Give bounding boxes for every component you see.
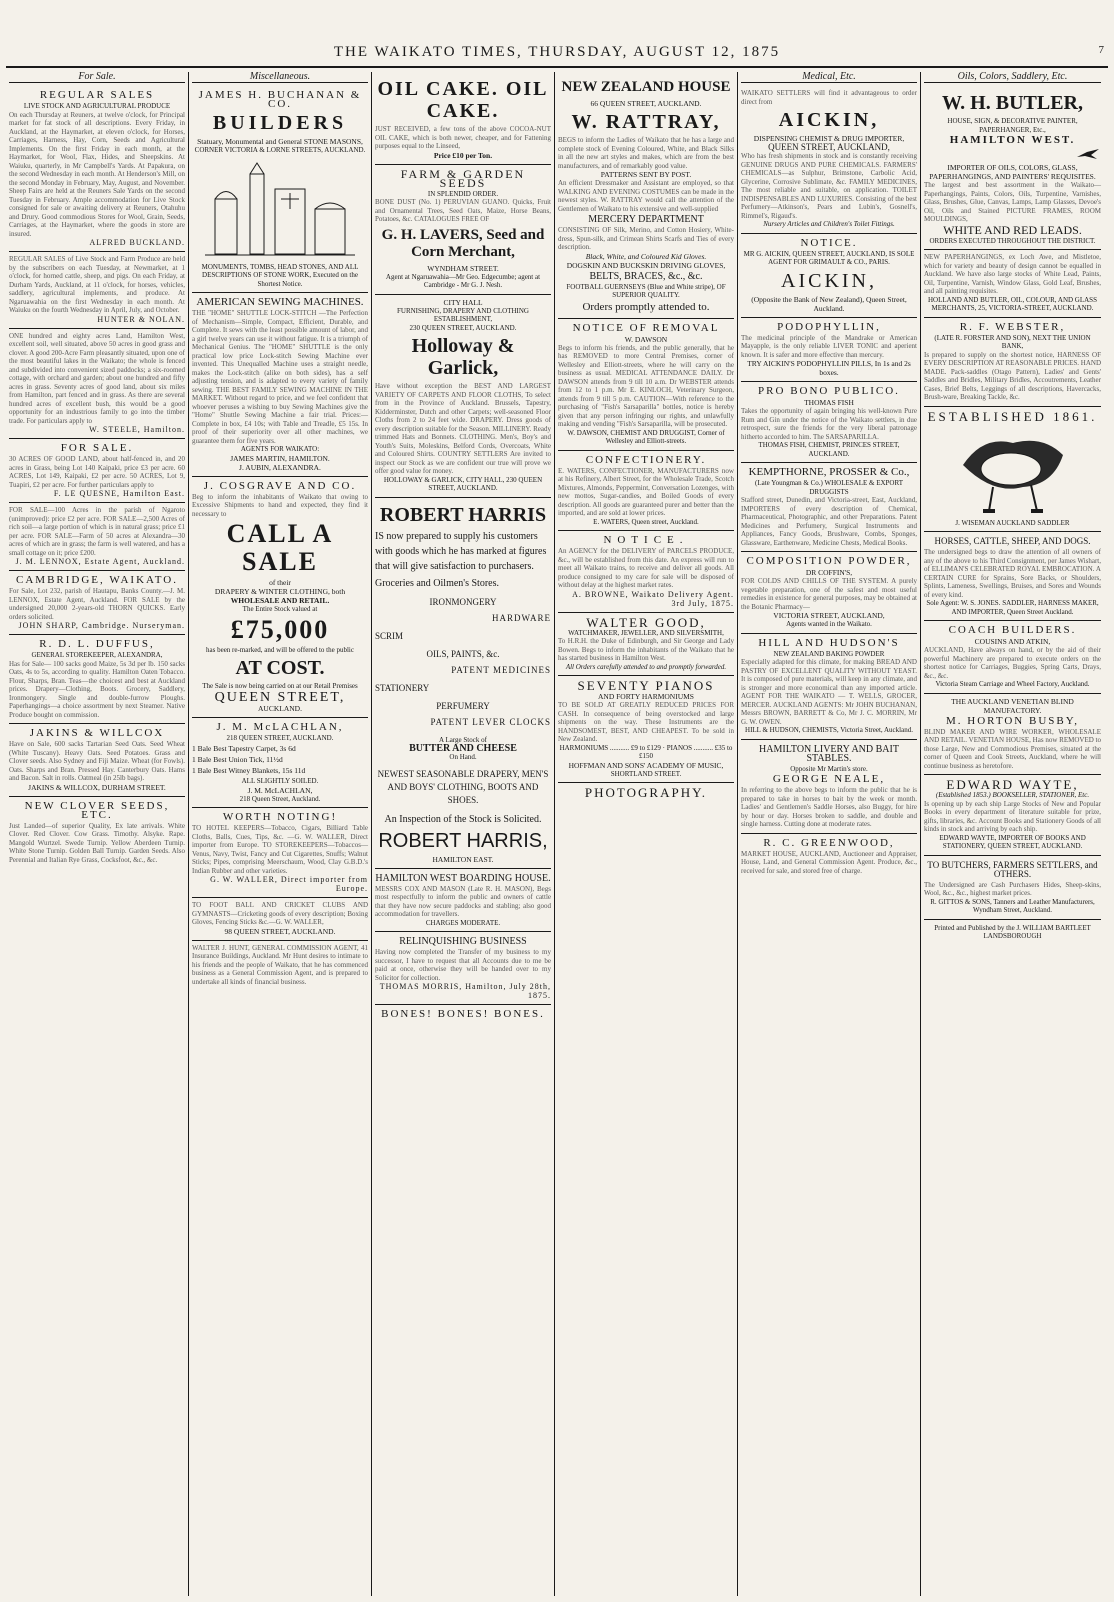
ad-body: BONE DUST (No. 1) PERUVIAN GUANO. Quicks, Fruit and Ornamental Trees, Seed Oats, Maize, Horse Beans, Potatoes, &c. CATALOGUES FREE OF	[375, 198, 551, 223]
ad-lavers-seeds	[375, 165, 551, 295]
ad-title: R. D. L. DUFFUS,	[39, 638, 155, 650]
column-three	[372, 72, 555, 1596]
ad-body: Is prepared to supply on the shortest notice, HARNESS OF EVERY DESCRIPTION AT REASONABLE PRICES. HAND MADE. Pack-saddles (Otago Pattern), Ladies' and Gents' Saddles and Bridles, Military Bridles, Accoutrements, Leather Cases, Brief Belts, Leggings of all descriptions, Havercacks, Brush-ware, Breaking Tackle, &c.	[924, 350, 1101, 401]
ad-confectionery	[558, 451, 734, 532]
ad-address: CORNER VICTORIA & LORNE STREETS, AUCKLAND.	[194, 146, 366, 154]
ad-valued: The Entire Stock valued at	[242, 605, 318, 613]
bird-ornament-icon	[924, 147, 1101, 163]
ad-worth-noting	[192, 808, 368, 898]
ad-place: HAMILTON WEST.	[949, 134, 1076, 146]
ad-title: BONES! BONES! BONES.	[381, 1008, 545, 1020]
ad-jakins-willcox	[9, 724, 185, 797]
ad-big-heading: W. RATTRAY,	[571, 111, 721, 133]
ad-leads: WHITE AND RED LEADS.	[943, 222, 1082, 237]
ad-title: ESTABLISHED 1861.	[927, 408, 1098, 424]
ad-signature: THOMAS MORRIS, Hamilton, July 28th, 1875.	[379, 982, 551, 1000]
ad-title: HORSES, CATTLE, SHEEP, AND DOGS.	[934, 536, 1091, 546]
ad-signature-address: 218 Queen Street, Auckland.	[239, 794, 321, 803]
masthead-title: THE WAIKATO TIMES, THURSDAY, AUGUST 12, 1875	[333, 44, 781, 60]
ad-address: 98 QUEEN STREET, AUCKLAND.	[224, 926, 336, 936]
ad-seventy-pianos	[558, 676, 734, 783]
ad-cambridge	[9, 571, 185, 635]
column-header: Miscellaneous.	[192, 72, 368, 83]
ad-signature: W. DAWSON, CHEMIST AND DRUGGIST, Corner of Wellesley and Elliott-streets.	[567, 428, 725, 445]
ad-city: AUCKLAND.	[258, 703, 302, 713]
ad-stock: A Large Stock of	[439, 735, 487, 744]
ad-body: JUST RECEIVED, a few tons of the above COCOA-NUT OIL CAKE, which is both newer, cheaper, and for Fattening purposes equal to the Linseed,	[375, 125, 551, 150]
ad-title: R. F. WEBSTER,	[959, 320, 1066, 333]
ad-drapery: DRAPERY & WINTER CLOTHING, both	[214, 587, 346, 596]
ad-body: To H.R.H. the Duke of Edinburgh, and Sir George and Lady Bowen. Begs to inform the inhabitants of the Waikato that he has started business in Hamilton West.	[558, 637, 734, 662]
ad-walter-good	[558, 613, 734, 677]
ad-dawson-removal	[558, 319, 734, 451]
ad-list-item: OILS, PAINTS, &c.	[426, 648, 500, 659]
ad-belts: BELTS, BRACES, &c., &c.	[589, 270, 703, 282]
ad-street: QUEEN STREET,	[214, 689, 346, 705]
ad-signature: THOMAS FISH, CHEMIST, PRINCES STREET, AUCKLAND.	[758, 441, 900, 458]
ad-list-item: IRONMONGERY	[429, 596, 497, 607]
ad-aickin-chemist	[741, 86, 917, 234]
ad-webster-harness	[924, 318, 1101, 407]
monuments-illustration-icon	[205, 159, 355, 259]
ad-title: NEW CLOVER SEEDS, ETC.	[24, 799, 170, 821]
ad-butler-painter	[924, 86, 1101, 250]
ad-steele-land	[9, 329, 185, 440]
ad-title: KEMPTHORNE, PROSSER & Co.,	[748, 466, 910, 478]
ad-street: SHORTLAND STREET.	[610, 769, 682, 778]
ad-duffus	[9, 635, 185, 724]
ad-signature: W. STEELE, Hamilton.	[89, 425, 185, 434]
ad-cosgrave	[192, 477, 368, 718]
ad-agent-1: JAMES MARTIN, HAMILTON.	[230, 453, 330, 463]
ad-body: Having now completed the Transfer of my business to my successor, I have to request that all Accounts due to me be paid at once, otherwise they will be handed over to my Solicitor for collection.	[375, 948, 551, 982]
ad-title: NOTICE OF REMOVAL	[572, 321, 720, 334]
printer-imprint: Printed and Published by the J. WILLIAM BARTLEET LANDSBOROUGH	[934, 923, 1091, 940]
ad-new-zealand-house	[558, 72, 734, 319]
ad-body: 30 ACRES OF GOOD LAND, about half-fenced in, and 20 acres in Grass, being Lot 140 Kaipaki, price £3 per acre. 60 ACRES, Lot 149, Kaipaki, £2 per acre. 50 ACRES, Lot 9, Tuapiri, £2 per acre. For further particulars apply to	[9, 455, 185, 489]
ad-orders: ORDERS EXECUTED THROUGHOUT THE DISTRICT.	[929, 236, 1096, 245]
ad-body: Is opening up by each ship Large Stocks of New and Popular Books in every department of literature suitable for prize, gifts, libraries, &c. Account Books and Stationery Goods of all kinds in stock and arriving by each ship.	[924, 799, 1101, 833]
ad-body: On each Thursday at Reuners, at twelve o'clock, for Principal market for fat stock of all descriptions. Every Friday, in Auckland, at the Haymarket, at eleven o'clock, for Horses, Carriages, Harness, Hay, Corn, Seeds and Agricultural Implements. On the first Friday in each month, at the Haymarket, for Wool, Flax, Hides, and Sheepskins. At Waiuku, quarterly, in Mr Campbell's Yards. At Papakura, on the second Wednesday in each month. At Henderson's Mill, on the second Monday in February, May, August, and November. Sheep Fairs are held at the Reuners Sale Yards on the second Tuesday in February. Ample accommodation for Live Stock consigned for sale or awaiting delivery at Reuners, Otahuhu and Drury. Good commodious Stores for Wool, Grain, Seeds, Carriages, at the Haymarket, where the goods in store are insured.	[9, 110, 185, 238]
ad-big-heading: AICKIN,	[778, 109, 880, 131]
column-for-sale	[6, 72, 189, 1596]
ad-body-2: An efficient Dressmaker and Assistant are employed, so that WALKING AND EVENING COSTUMES can be made in the newest styles. W. RATTRAY would call the attention of the Gentlemen of Waikato to his extensive and well-supplied	[558, 179, 734, 213]
column-medical	[738, 72, 921, 1596]
ad-subtitle: HOUSE, SIGN, & DECORATIVE PAINTER, PAPERHANGER, Etc.,	[947, 117, 1078, 134]
ad-body: The Undersigned are Cash Purchasers Hides, Sheep-skins, Wool, &c., &c., highest market prices.	[924, 880, 1101, 897]
ad-saddle-text: J. WISEMAN AUCKLAND SADDLER	[955, 518, 1070, 527]
ad-head: CITY HALL	[443, 297, 483, 307]
ad-at-cost: AT COST.	[235, 657, 325, 679]
ad-kempthorne	[741, 463, 917, 552]
ad-hill-hudson	[741, 634, 917, 740]
ad-subtitle: LIVE STOCK AND AGRICULTURAL PRODUCE	[23, 102, 171, 110]
ad-boarding-house	[375, 869, 551, 933]
ad-holland-butler	[924, 250, 1101, 318]
ad-address: 230 QUEEN STREET, AUCKLAND.	[409, 323, 517, 332]
ad-wholesale: WHOLESALE AND RETAIL.	[230, 596, 330, 605]
ad-body: IS now prepared to supply his customers with goods which he has marked at figures that will give satisfaction to purchasers.	[375, 530, 547, 572]
ad-livery-stables	[741, 740, 917, 834]
ad-list-item: PATENT LEVER CLOCKS	[430, 716, 551, 727]
ad-big-heading: ROBERT HARRIS	[379, 503, 547, 526]
ad-football: FOOTBALL GUERNSEYS (Blue and White stripe), OF SUPERIOR QUALITY.	[566, 282, 726, 299]
ad-body: Begs to inform his friends, and the public generally, that he has REMOVED to more Central Premises, corner of Wellesley and Elliott-streets, where he will carry on the business as usual. MEDICAL ATTENDANCE DAILY. Dr DAWSON attends from 9 till 10 a.m. Dr WEBSTER attends from 12 to 1 p.m. Mr E. KINLOCH, Veterinary Surgeon, attends from 9 till 5 p.m. CAUTION—With reference to the purchasing of "Fish's Sarsaparilla" bottles, notice is hereby given that any person infringing our rights, and unlawfully making and vending "Fish's Sarsaparilla, will be prosecuted.	[558, 343, 734, 428]
ad-coach-builders	[924, 621, 1101, 694]
ad-big-heading: W. H. BUTLER,	[942, 92, 1083, 114]
ad-regular-sales	[9, 86, 185, 252]
ad-greenwood	[741, 834, 917, 880]
ad-edward-wayte	[924, 775, 1101, 856]
ad-list-item: SCRIM	[375, 630, 404, 641]
ad-aickin-notice	[741, 234, 917, 318]
ad-call-a-sale: CALL A SALE	[226, 519, 334, 576]
ad-signature: G. W. WALLER, Direct importer from Europe.	[210, 875, 368, 893]
ad-signature: J. M. McLACHLAN,	[247, 785, 313, 795]
ad-subtitle: DR COFFIN'S,	[805, 568, 853, 577]
ad-body-3: CONSISTING OF Silk, Merino, and Cotton Hosiery, White-dress, Spun-silk, and Crimean Shirts Scarfs and Ties of every description.	[558, 226, 734, 251]
column-four	[555, 72, 738, 1596]
ad-title: HILL AND HUDSON'S	[758, 636, 900, 649]
ad-bones	[375, 1005, 551, 1025]
ad-body: BEGS to inform the Ladies of Waikato that he has a large and complete stock of Evening Coloured, White, and Black Silks in all the new art styles and makes, which are from the best manufacturers, and of remarkably good value.	[558, 136, 734, 170]
ad-body: Have without exception the BEST AND LARGEST VARIETY OF CARPETS AND FLOOR CLOTHS, To select from in the Province of Auckland. Brussels, Tapestry, Kidderminster, Dutch and other Carpets; well-seasoned Floor Cloths from 2 to 24 feet wide. DRAPERY. Dress goods of every description suitable for the Season. MILLINERY. Ready trimmed Hats and Bonnets. CLOTHING. Men's, Boy's and Youth's Suits, Moleskins, Belford Cords, Overcoats, White and Coloured Shirts. COUNTRY SETTLERS Are invited to inspect our Stock as we are confident our true will prove we offer good value for money.	[375, 382, 551, 475]
ad-caption: MONUMENTS, TOMBS, HEAD STONES, AND ALL DESCRIPTIONS OF STONE WORK, Executed on the Shortest Notice.	[201, 262, 359, 288]
ad-signature: E. WATERS, Queen street, Auckland.	[593, 517, 699, 526]
ad-podophyllin	[741, 318, 917, 383]
ad-subtitle: (Established 1853.) BOOKSELLER, STATIONER, Etc.	[935, 791, 1090, 799]
ad-hunt-commission	[192, 941, 368, 991]
newspaper-page	[6, 72, 1108, 1596]
ad-subtitle: IN SPLENDID ORDER.	[427, 189, 499, 198]
ad-big-heading: AICKIN,	[781, 269, 877, 292]
ad-signature: J. M. LENNOX, Estate Agent, Auckland.	[15, 557, 185, 566]
ad-title: CONFECTIONERY.	[585, 453, 707, 466]
ad-subtitle: DISPENSING CHEMIST & DRUG IMPORTER,	[753, 134, 905, 143]
ad-signature: HOLLAND AND BUTLER, OIL, COLOUR, AND GLASS MERCHANTS, 25, VICTORIA-STREET, AUCKLAND.	[928, 295, 1097, 312]
ad-body: WALTER J. HUNT, GENERAL COMMISSION AGENT, 41 Insurance Buildings, Auckland. Mr Hunt desires to intimate to his friends and the people of Waikato, that he has commenced business as a General Commission Agent, and is prepared to undertake all kinds of financial business.	[192, 943, 368, 986]
ad-title: THE AUCKLAND VENETIAN BLIND MANUFACTORY.	[951, 696, 1074, 715]
ad-title: AMERICAN SEWING MACHINES.	[196, 296, 364, 308]
ad-agents: AGENTS FOR WAIKATO:	[240, 445, 320, 453]
ad-name: THOMAS FISH	[804, 398, 854, 407]
ad-american-sewing	[192, 293, 368, 477]
ad-item: 1 Bale Best Witney Blankets, 15s 11d	[192, 766, 306, 775]
saddle-illustration-icon	[953, 425, 1073, 515]
ad-price: Price £10 per Ton.	[433, 150, 493, 160]
ad-body: Have on Sale, 600 sacks Tartarian Seed Oats. Seed Wheat (White Tuscany). Heavy Oats. Seed Potatoes. Grass and Clover seeds. Also Sydney and Fiji Maize. Wheat (for Fowls). Oats. Sharps and Bran. Pressed Hay. Canterbury Oats. Hams and Bacon. Salt in rolls. Oatmeal (in 25lb bags).	[9, 740, 185, 782]
ad-venetian-blind	[924, 694, 1101, 776]
ad-body: THE "HOME" SHUTTLE LOCK-STITCH —The Perfection of Mechanism—Simple, Compact, Efficient, Durable, and Complete. It sews with the least possible amount of labor, and a girl twelve years can use it without fatigue. It is a triumph of Mechanical Genius. The "HOME" SHUTTLE is the only practical low price Lock-stitch Sewing Machine ever invented. This Unequalled Machine uses a straight needle, makes the Lock-stitch (alike on both sides), has a self adjusting tension, and is adapted to every variety of family sewing. THE BEST FAMILY SEWING MACHINE IN THE MARKET. Without regard to price, and we feel confident that whoever peruses a wishing to buy Sewing Machines give the "Home" Shuttle Sewing Machine a fair trial. Prices:—Complete in box, £4 10s; with Table and Treadle, £5 15s. In proof of their superiority over all other machines, we guarantee them for five years.	[192, 309, 368, 445]
ad-list-item: HARDWARE	[492, 612, 551, 623]
ad-signature: HOLLOWAY & GARLICK, CITY HALL, 230 QUEEN STREET, AUCKLAND.	[383, 475, 543, 492]
ad-signature: VICTORIA STREET, AUCKLAND,	[773, 611, 885, 620]
ad-list-item: PATENT MEDICINES	[451, 664, 551, 675]
ad-body: Especially adapted for this climate, for making BREAD AND PASTRY OF EXCELLENT QUALITY WITHOUT YEAST. It is composed of pure materials, will keep in any climate, and is stronger and more economical than any imported article. AGENT FOR THE WAIKATO — T. WELLS, GROCER, MERCER. AUCKLAND AGENTS: Mr JOHN BUCHANAN, Messrs BROWN, BARRETT & Co, Mr J. C. MORRIN, Mr G. W. OWEN.	[741, 658, 917, 726]
ad-item: 1 Bale Best Union Tick, 11½d	[192, 755, 283, 764]
ad-name: M. HORTON BUSBY,	[945, 714, 1079, 727]
ad-established-1861	[924, 407, 1101, 533]
ad-big-heading: G. H. LAVERS, Seed and Corn Merchant,	[381, 226, 545, 260]
ad-title: CAMBRIDGE, WAIKATO.	[16, 574, 178, 586]
ad-body: An AGENCY for the DELIVERY of PARCELS PRODUCE, &c., will be established from this date. An express will run to meet all Waikato trains, to receive and deliver all goods. All produce consigned to my care for sale will be disposed of without delay at the highest market rates.	[558, 547, 734, 589]
ad-title: NEW ZEALAND HOUSE	[561, 79, 731, 95]
ad-prices: HARMONIUMS ........... £9 to £129 · PIANOS ........... £35 to £150	[559, 743, 733, 760]
ad-note: All Orders carefully attended to and promptly forwarded.	[565, 662, 727, 671]
ad-cricket-clubs	[192, 898, 368, 941]
masthead	[0, 44, 1114, 66]
ad-name: COUSINS AND ATKIN,	[974, 637, 1051, 646]
ad-subtitle: Opposite Mr Martin's store.	[790, 764, 868, 773]
ad-body: TO HOTEL KEEPERS—Tobacco, Cigars, Billiard Table Cloths, Balls, Cues, Tips, &c. —G. W. WALLER, Direct importer from Europe. TO STOREKEEPERS—Tobaccos—Venus, Navy, Twist, Fancy and Cut Cigarettes, Snuffs; Walnut Sticks; Pipes, comprising Meerschaum, Wood, Clay G.B.D.'s Indian Rubber and other varieties.	[192, 824, 368, 875]
ad-orders: Orders promptly attended to.	[582, 300, 710, 313]
ad-title: REGULAR SALES	[39, 89, 155, 101]
ad-composition-powder	[741, 552, 917, 634]
ad-body: AUCKLAND, Have always on hand, or by the aid of their powerful Machinery are prepared to execute orders on the shortest notice for Carriages, Buggies, Spring Carts, Drays, &c., &c.	[924, 646, 1101, 680]
ad-body: TO BE SOLD AT GREATLY REDUCED PRICES FOR CASH. In consequence of being overstocked and large shipments on the way. These Instruments are the HANDSOMEST, BEST, AND CHEAPEST. To be sold in New Zealand.	[558, 701, 734, 743]
ad-title: JAMES H. BUCHANAN & CO.	[198, 89, 362, 110]
ad-soiled: ALL SLIGHTLY SOILED.	[241, 777, 319, 785]
ad-subtitle: (Late Youngman & Co.) WHOLESALE & EXPORT DRUGGISTS	[755, 479, 903, 496]
ad-title: NOTICE.	[800, 236, 858, 249]
ad-subtitle: WATCHMAKER, JEWELLER, AND SILVERSMITH,	[568, 628, 724, 637]
ad-big-heading: BUILDERS	[212, 112, 348, 134]
ad-title: PODOPHYLLIN,	[777, 320, 881, 333]
ad-robert-harris	[375, 498, 551, 869]
ad-body-2: Who has fresh shipments in stock and is constantly receiving GENUINE DRUGS AND PURE CHEMICALS. FARMERS' CHEMICALS—as Sulphur, Brimstone, Carbolic Acid, Glycerine, Corrosive Sublimate, &c. FAMILY MEDICINES, The most reliable and suitable, on application. TOILET INDISPENSABLES AND LUXURIES. Consisting of the best Perfumery—Atkinson's, Pears and Lubin's, Gosnell's, Rimmel's, Rigaud's.	[741, 152, 917, 220]
ad-subtitle: NEW ZEALAND BAKING POWDER	[773, 649, 885, 658]
ad-signature: ALFRED BUCKLAND.	[89, 238, 185, 247]
ad-buchanan-builders	[192, 86, 368, 293]
ad-title: OIL CAKE. OIL CAKE.	[377, 78, 549, 122]
ad-butter: BUTTER AND CHEESE	[409, 743, 517, 754]
ad-patterns: PATTERNS SENT BY POST.	[600, 170, 692, 179]
ad-body: MR G. AICKIN, QUEEN STREET, AUCKLAND, IS SOLE AGENT FOR GRIMAULT & CO., PARIS.	[743, 249, 915, 266]
ad-name: W. DAWSON	[624, 334, 668, 344]
ad-title: J. COSGRAVE AND CO.	[203, 479, 357, 492]
ad-title: R. C. GREENWOOD,	[763, 836, 895, 849]
ad-doeskin: DOGSKIN AND BUCKSKIN DRIVING GLOVES,	[566, 260, 726, 270]
ad-address: 66 QUEEN STREET, AUCKLAND.	[590, 99, 702, 108]
ad-importer: IMPORTER OF OILS, COLORS, GLASS, PAPERHANGINGS, AND PAINTERS' REQUISITES.	[929, 163, 1096, 181]
ad-horses-cattle	[924, 532, 1101, 621]
ad-photography	[558, 783, 734, 803]
ad-title: PRO BONO PUBLICO.	[758, 385, 900, 397]
ad-signature: TRY AICKIN'S PODOPHYLLIN PILLS, In 1s and 2s boxes.	[747, 359, 911, 377]
ad-body: REGULAR SALES of Live Stock and Farm Produce are held by the subscribers on each Tuesday, at Newmarket, at 1 o'clock, for horned cattle, sheep, and pigs. On each Friday, at Durham Yards, Auckland, at 11 o'clock, for horses, vehicles, saddlery, agricultural implements, and produce. At Ngaruawahia on the first Wednesday in each month. At Waiuku on the fourth Wednesday in April, July, and October.	[9, 255, 185, 314]
ad-of-their: of their	[269, 578, 291, 587]
ad-gloves: Black, White, and Coloured Kid Gloves.	[585, 251, 707, 261]
ad-title: COACH BUILDERS.	[948, 624, 1077, 636]
ad-title: WORTH NOTING!	[222, 811, 338, 823]
ad-street: WYNDHAM STREET.	[427, 263, 499, 273]
ad-subtitle: Statuary, Monumental and General STONE MASONS,	[197, 137, 363, 146]
ad-notice-agency	[558, 531, 734, 613]
ad-body: Just Landed—of superior Quality, Ex late arrivals. White Clover. Red Clover. Cow Grass. Timothy. Alsyke. Rape. Mangold Wurtzel. Swede Turnip. Yellow Aberdeen Turnip. White Stone Turnip. Golden Ball Turnip. Garden Seeds. Also Perennial and Italian Rye Grass, Cocksfoot, &c., &c.	[9, 821, 185, 864]
ad-title: J. M. McLACHLAN,	[216, 720, 344, 733]
ad-body: Stafford street, Dunedin, and Victoria-street, East, Auckland, IMPORTERS of every description of Chemical, Pharmaceutical, Photographic, and other Preparations. Patent Medicines and Perfumery, Surgical Instruments and Appliances, Fancy Goods, Brushware, Combs, Sponges, Glassware, Earthenware, Medicine Chests, Medical Books.	[741, 496, 917, 547]
ad-item: 1 Bale Best Tapestry Carpet, 3s 6d	[192, 744, 296, 753]
ad-body: ONE hundred and eighty acres Land, Hamilton West, excellent soil, well situated, above 50 acres in good grass and clover. A good 200-Acre Farm pleasantly situated, upon one of the most beautiful lakes in the Waikato; the whole is fenced and subdivided into convenient sized paddocks; a six-roomed cottage, with orchard and garden; about one hundred and fifty acres in grass. Seventy acres of good land, about six miles from Hamilton, part fenced and in grass. As there are several hundred acres of excellent bush, this would be a good opportunity for an industrious family to go into the timber trade. For particulars apply to	[9, 331, 185, 425]
ad-amount: £75,000	[230, 614, 330, 644]
ad-title: JAKINS & WILLCOX	[29, 727, 165, 739]
ad-body: Beg to inform the inhabitants of Waikato that owing to Excessive Shipments to hand and expected, they find it necessary to	[192, 492, 368, 518]
ad-for-sale-acres	[9, 439, 185, 503]
ad-subtitle: AND FORTY HARMONIUMS	[598, 692, 694, 701]
ad-butchers-farmers	[924, 856, 1101, 920]
ad-list-item: Groceries and Oilmen's Stores.	[375, 577, 499, 589]
ad-signature: CHARGES MODERATE.	[425, 918, 501, 927]
ad-body: Takes the opportunity of again bringing his well-known Pure Rum and Gin under the notice of the Waikato settlers, in due retrospect, sure the friends for the very liberal patronage hitherto accorded to him. The SARSAPARILLA.	[741, 407, 917, 441]
ad-clover-seeds	[9, 797, 185, 869]
ad-body: TO FOOT BALL AND CRICKET CLUBS AND GYMNASTS—Cricketing goods of every description; Boxing Gloves, Fencing Sticks &c.—G. W. WALLER,	[192, 901, 368, 926]
ad-address: (Opposite the Bank of New Zealand), Queen Street, Auckland.	[751, 294, 907, 313]
ad-title: PHOTOGRAPHY.	[584, 785, 708, 800]
ad-title: SEVENTY PIANOS	[577, 678, 715, 693]
ad-hand: On Hand.	[449, 753, 477, 761]
ad-nursery: Nursery Articles and Children's Toilet Fittings.	[763, 220, 895, 228]
ad-agent-2: J. AUBIN, ALEXANDRA.	[239, 462, 321, 472]
ad-signature: HILL & HUDSON, CHEMISTS, Victoria Street, Auckland.	[745, 726, 913, 734]
ad-big-heading: Holloway & Garlick,	[411, 335, 515, 379]
column-miscellaneous	[189, 72, 372, 1596]
ad-signature: HUNTER & NOLAN.	[97, 314, 185, 324]
ad-name: GEORGE NEALE,	[772, 773, 886, 785]
ad-title: TO BUTCHERS, FARMERS SETTLERS, and OTHERS.	[927, 859, 1098, 879]
ad-body: BLIND MAKER AND WIRE WORKER, WHOLESALE AND RETAIL. VENETIAN HOUSE, Has now REMOVED to those Large, New and Commodious Premises, situated at the corner of Queen and Cook Streets, Auckland, where he will continue business as heretofore.	[924, 727, 1101, 770]
column-header: For Sale.	[9, 72, 185, 83]
column-header: Oils, Colors, Saddlery, Etc.	[924, 72, 1101, 83]
ad-body: WAIKATO SETTLERS will find it advantageous to order direct from	[741, 89, 917, 106]
ad-body: FOR COLDS AND CHILLS OF THE SYSTEM. A purely vegetable preparation, one of the safest and most useful remedies in existence for general purposes, may be obtained at the Botanic Pharmacy—	[741, 577, 917, 611]
ad-title: RELINQUISHING BUSINESS	[399, 936, 527, 947]
ad-signature: Sole Agent: W. S. JONES. SADDLER, HARNESS MAKER, AND IMPORTER, Queen Street Auckland.	[926, 599, 1099, 616]
ad-signature: A. BROWNE, Waikato Delivery Agent. 3rd July, 1875.	[572, 589, 734, 608]
ad-signature: F. LE QUESNE, Hamilton East.	[53, 489, 185, 498]
ad-body: NEW PAPERHANGINGS, ex Loch Awe, and Mistletoe, which for variety and beauty of design cannot be equalled in Auckland. We have also large stocks of White Lead, Paints, Oil, Turpentine, Varnish, Window Glass, Gold Leaf, Brushes, and all painting requisites.	[924, 253, 1101, 295]
ad-oil-cake	[375, 72, 551, 165]
ad-address: 218 QUEEN STREET, AUCKLAND.	[226, 733, 334, 742]
ad-relinquishing	[375, 932, 551, 1005]
ad-list-item: PERFUMERY	[436, 700, 490, 711]
ad-signature: ROBERT HARRIS,	[378, 829, 548, 852]
ad-body: Has for Sale— 100 sacks good Maize, 5s 3d per lb. 150 sacks Oats, 4s to 5s, according to quality. Hamilton Oaten Tobacco. Flour, Sharps, Bran. Teas—the choicest and best at Auckland prices. Drapery—Clothing, Boots. Grocery, Saddlery, Ironmongery. Single and double-furrow Ploughs. Paperhangings—a choice assortment by next Steamer. Native Produce bought on commission.	[9, 659, 185, 719]
ad-title: FARM & GARDEN SEEDS	[400, 166, 526, 190]
ad-intro: FURNISHING, DRAPERY AND CLOTHING ESTABLISHMENT,	[397, 306, 529, 323]
page-mark: 7	[1098, 44, 1106, 56]
ad-title: WALTER GOOD,	[586, 614, 706, 630]
column-header: Medical, Etc.	[741, 72, 917, 83]
ad-body: In referring to the above begs to inform the public that he is prepared to take in horses to bait by the week or month. Ladies' and Gentlemen's Saddle Horses, also Buggy, for hire by hour or day. Horses broken to saddle, and double and single harness. Cutting done at moderate rates.	[741, 786, 917, 828]
ad-drapery: NEWEST SEASONABLE DRAPERY, MEN'S AND BOYS' CLOTHING, BOOTS AND SHOES.	[377, 768, 549, 805]
column-oils-colors	[921, 72, 1104, 1596]
ad-list-item: STATIONERY	[375, 682, 430, 693]
ad-body: E. WATERS, CONFECTIONER, MANUFACTURERS now at his Refinery, Albert Street, for the Wholesale Trade, Scotch Mixtures, Almonds, Peppermint, Conversation Lozenges, with new mottos, Sugar-candies, and Boiled Goods of every description. All goods are guaranteed purer and better than the imported, and are sold at lower prices.	[558, 466, 734, 517]
ad-hunter-nolan	[9, 252, 185, 329]
ad-title: COMPOSITION POWDER,	[746, 555, 912, 567]
ad-holloway-garlick	[375, 295, 551, 498]
ad-body: The medicinal principle of the Mandrake or American Mayapple, is the only reliable LIVER TONIC and aperient known. It is safer and more effective than mercury.	[741, 333, 917, 359]
ad-title: HAMILTON LIVERY AND BAIT STABLES.	[759, 743, 899, 764]
ad-agents: Agent at Ngaruawahia—Mr Geo. Edgecumbe; agent at Cambridge - Mr G. J. Nesh.	[385, 272, 541, 289]
ad-signature-place: HAMILTON EAST.	[432, 854, 494, 864]
ad-title: HAMILTON WEST BOARDING HOUSE.	[375, 872, 551, 884]
ad-mercery: MERCERY DEPARTMENT	[588, 214, 704, 225]
ad-lennox	[9, 503, 185, 571]
ad-body: MARKET HOUSE, AUCKLAND, Auctioneer and Appraiser, House, Land, and General Commission Agent. Produce, &c., received for sale, and stored free of charge.	[741, 849, 917, 875]
ad-body: FOR SALE—100 Acres in the parish of Ngaroto (unimproved): price £2 per acre. FOR SALE—2,500 Acres of rich soil—a large portion of which is in natural grass; price £1 per acre. FOR SALE—Farm of 50 acres at Alexandra—30 acres of which are in grass; the farm is well watered, and has a small cottage on it; price £200.	[9, 506, 185, 557]
ad-address: QUEEN STREET, AUCKLAND,	[768, 142, 890, 152]
ad-subtitle: (LATE R. FORSTER AND SON), NEXT THE UNION BANK,	[934, 333, 1091, 350]
ad-inspect: An Inspection of the Stock is Solicited.	[384, 813, 542, 825]
ad-subtitle: GENERAL STOREKEEPER, ALEXANDRA,	[31, 651, 163, 659]
ad-agents: Agents wanted in the Waikato.	[786, 620, 872, 628]
ad-signature: EDWARD WAYTE, IMPORTER OF BOOKS AND STATIONERY, QUEEN STREET, AUCKLAND.	[939, 833, 1086, 850]
ad-body: The undersigned begs to draw the attention of all owners of any of the above to his Third Consignment, per James Wishart, of ELLIMAN'S CELEBRATED ROYAL EMBROCATION. A CERTAIN CURE for Sprains, Sore Backs, or Shoulders, Splints, Lameness, Swellings, Bruises, and Sores and Wounds of every kind.	[924, 548, 1101, 599]
ad-signature: HOFFMAN AND SONS' ACADEMY OF MUSIC,	[568, 760, 724, 770]
masthead-rule	[6, 66, 1108, 68]
ad-mclachlan	[192, 718, 368, 809]
ad-pro-bono	[741, 382, 917, 463]
ad-body: MESSRS COX AND MASON (Late R. H. MASON), Begs most respectfully to inform the public and owners of cattle that they have now secure paddocks and stabling; also good accommodation for travellers.	[375, 884, 551, 918]
ad-title: EDWARD WAYTE,	[946, 777, 1079, 792]
ad-signature: JOHN SHARP, Cambridge. Nurseryman.	[18, 621, 185, 630]
ad-signature: R. GITTOS & SONS, Tanners and Leather Manufacturers, Wyndham Street, Auckland.	[930, 897, 1095, 914]
ad-carried: The Sale is now being carried on at our Retail Premises	[202, 682, 358, 690]
ad-remarked: has been re-marked, and will be offered to the public	[206, 645, 354, 654]
ad-title: NOTICE.	[603, 534, 689, 546]
ad-body: The largest and best assortment in the Waikato— Paperhangings, Paints, Colors, Oils, Turpentine, Varnishes, Glass, Brushes, Glue, Canvas, Lamps, Lamp Glasses, Devoe's Oil, Oils and Stained PICTURE FRAMES, ROOM MOULDINGS,	[924, 181, 1101, 223]
ad-title: FOR SALE.	[60, 442, 134, 454]
ad-body: For Sale, Lot 232, parish of Hautapu, Banks County.—J. M. LENNOX, Estate Agent, Auckland. FOR SALE by the undersigned 20,000 2-years-old THORN QUICKS. Early orders solicited.	[9, 587, 185, 621]
ad-signature: JAKINS & WILLCOX, DURHAM STREET.	[28, 782, 166, 792]
ad-signature: Victoria Steam Carriage and Wheel Factory, Auckland.	[935, 680, 1090, 688]
